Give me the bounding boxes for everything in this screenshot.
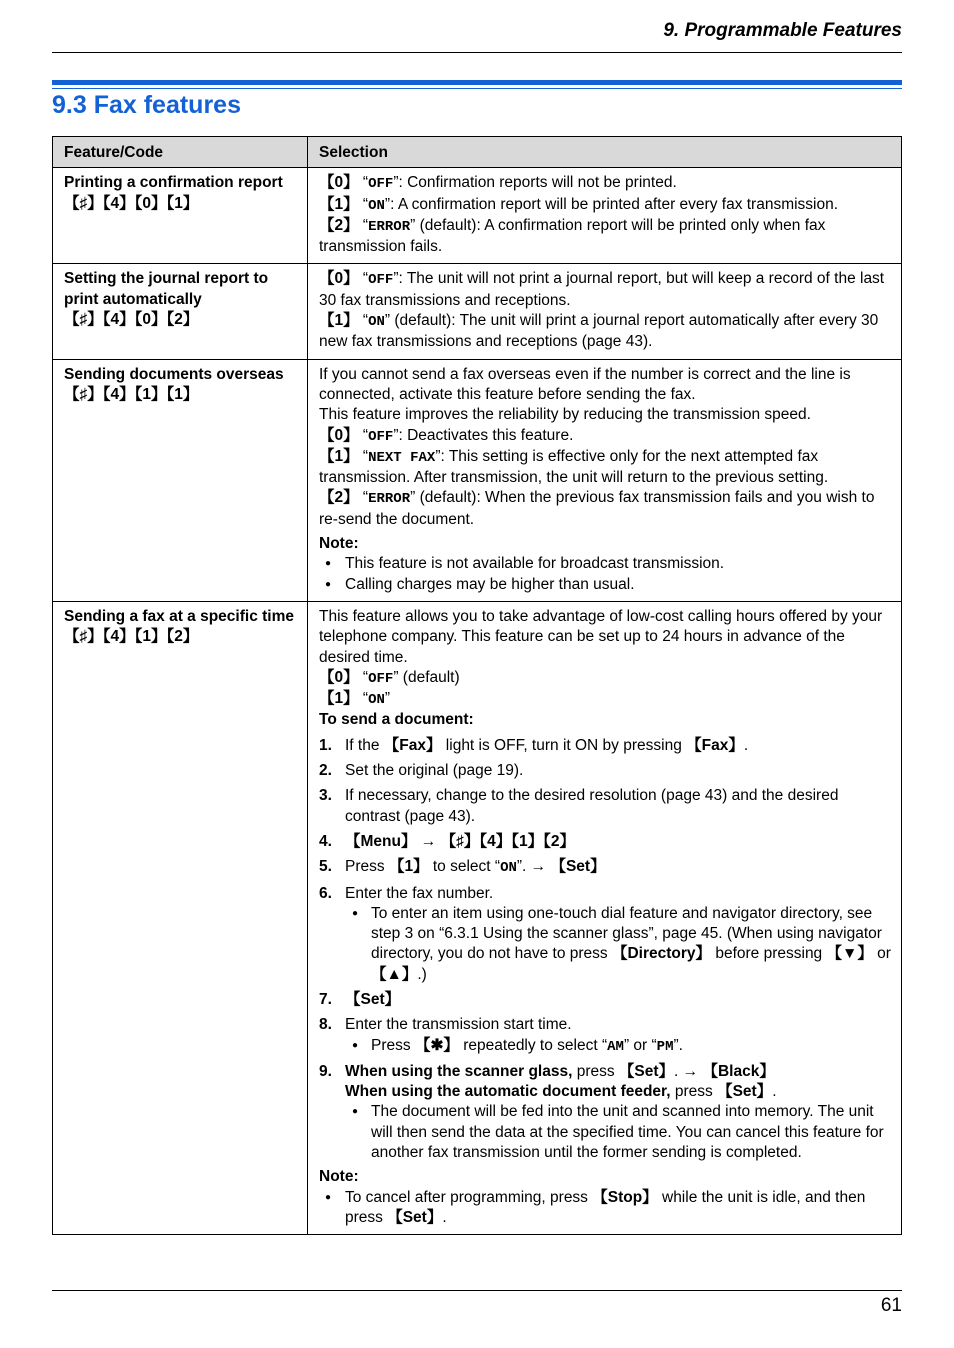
selection-cell: [308, 168, 902, 264]
description-text: If you cannot send a fax overseas even if the number is correct and the line is connected, activate this feature before sending the fax.: [319, 365, 851, 403]
feature-code: 【♯】【4】【1】【2】: [64, 628, 199, 646]
note-bullet: ● Calling charges may be higher than usual.: [319, 575, 891, 595]
selection-cell: [308, 601, 902, 1234]
description-text: This feature allows you to take advantage of low-cost calling hours offered by your telephone company. This feature can be set up to 24 hours in advance of the desired time.: [319, 607, 883, 666]
feature-name: Printing a confirmation report: [64, 174, 283, 192]
table-row: [53, 168, 902, 264]
step-sub-bullet: ● Press 【✱】 repeatedly to select “AM” or “PM”.: [345, 1036, 891, 1057]
option-line: 【0】 “OFF”: Confirmation reports will not be printed.: [319, 174, 677, 193]
option-line: 【0】 “OFF”: Deactivates this feature.: [319, 426, 574, 445]
option-line: 【1】 “ON” (default): The unit will print a journal report automatically after every 30 new fax transmissions and receptions (page 43).: [319, 312, 879, 351]
note-bullet: ● This feature is not available for broadcast transmission.: [319, 554, 891, 574]
selection-cell: [308, 264, 902, 359]
option-line: 【0】 “OFF” (default): [319, 668, 460, 687]
feature-cell: [53, 264, 308, 359]
table-row: [53, 359, 902, 601]
note-bullet: ● To cancel after programming, press 【Stop】 while the unit is idle, and then press 【Set】.: [319, 1188, 891, 1229]
option-line: 【1】 “ON”: A confirmation report will be printed after every fax transmission.: [319, 195, 839, 214]
feature-name: Sending a fax at a specific time: [64, 607, 294, 625]
selection-cell: [308, 359, 902, 601]
procedure-step: 5. Press 【1】 to select “ON”. → 【Set】: [319, 858, 606, 877]
procedure-step: 7. 【Set】: [319, 990, 401, 1008]
option-line: 【1】 “NEXT FAX”: This setting is effective only for the next attempted fax transmission. After transmission, the unit will return to the previous setting.: [319, 447, 829, 487]
step-sub-bullet: ● To enter an item using one-touch dial feature and navigator directory, see step 3 on “6.3.1 Using the scanner glass”, page 45. (When using navigator directory, you do not have to press 【Directory】 before pressing 【▼】 or 【▲】.): [345, 904, 891, 985]
page-number: 61: [880, 1295, 902, 1316]
note-label: Note:: [319, 1168, 359, 1186]
table-row: [53, 264, 902, 359]
column-header-feature: Feature/Code: [53, 137, 308, 168]
features-table: [52, 136, 902, 1235]
feature-cell: [53, 601, 308, 1234]
feature-cell: [53, 168, 308, 264]
header-rule: [52, 52, 902, 53]
section-rule-thick: [52, 80, 902, 85]
section-title: 9.3 Fax features: [52, 91, 241, 119]
step-sub-bullet: ● The document will be fed into the unit and scanned into memory. The unit will then send the data at the specified time. You can cancel this feature for another fax transmission until the former sending is completed.: [345, 1102, 891, 1163]
note-label: Note:: [319, 535, 359, 553]
arrow-icon: →: [682, 1062, 703, 1080]
procedure-step: 2. Set the original (page 19).: [319, 762, 524, 780]
table-row: [53, 601, 902, 1234]
option-line: 【1】 “ON”: [319, 690, 391, 709]
procedure-step: 9. When using the scanner glass, press 【Set】. → 【Black】 When using the automatic document feeder, press 【Set】. ● The document will be fed into the unit and scanned into memory. The unit will then send the data at the specified time. You can cancel this feature for another fax transmission until the former sending is completed.: [319, 1062, 891, 1163]
option-line: 【0】 “OFF”: The unit will not print a journal report, but will keep a record of the last 30 fax transmissions and receptions.: [319, 270, 885, 309]
feature-code: 【♯】【4】【1】【1】: [64, 385, 199, 403]
section-rule-thin: [52, 88, 902, 89]
table-header-row: [53, 137, 902, 168]
column-header-selection: Selection: [308, 137, 902, 168]
procedure-step: 4. 【Menu】 → 【♯】【4】【1】【2】: [319, 832, 575, 850]
feature-cell: [53, 359, 308, 601]
procedure-step: 6. Enter the fax number. ● To enter an item using one-touch dial feature and navigator directory, see step 3 on “6.3.1 Using the scanner glass”, page 45. (When using navigator directory, you do not have to press 【Directory】 before pressing 【▼】 or 【▲】.): [319, 884, 891, 985]
feature-name: Setting the journal report to print automatically: [64, 270, 269, 308]
arrow-icon: →: [530, 858, 551, 876]
option-line: 【2】 “ERROR” (default): When the previous fax transmission fails and you wish to re-send the document.: [319, 489, 875, 528]
footer-rule: [52, 1290, 902, 1291]
feature-code: 【♯】【4】【0】【2】: [64, 311, 199, 329]
procedure-step: 3. If necessary, change to the desired resolution (page 43) and the desired contrast (page 43).: [319, 787, 839, 825]
description-text: This feature improves the reliability by reducing the transmission speed.: [319, 406, 811, 424]
chapter-header: 9. Programmable Features: [663, 20, 902, 41]
option-line: 【2】 “ERROR” (default): A confirmation report will be printed only when fax transmission fails.: [319, 216, 826, 256]
feature-name: Sending documents overseas: [64, 365, 284, 383]
arrow-icon: →: [416, 832, 441, 850]
procedure-step: 1. If the 【Fax】 light is OFF, turn it ON by pressing 【Fax】.: [319, 736, 749, 754]
feature-code: 【♯】【4】【0】【1】: [64, 194, 199, 212]
procedure-heading: To send a document:: [319, 711, 474, 729]
procedure-step: 8. Enter the transmission start time. ● Press 【✱】 repeatedly to select “AM” or “PM”.: [319, 1015, 891, 1057]
